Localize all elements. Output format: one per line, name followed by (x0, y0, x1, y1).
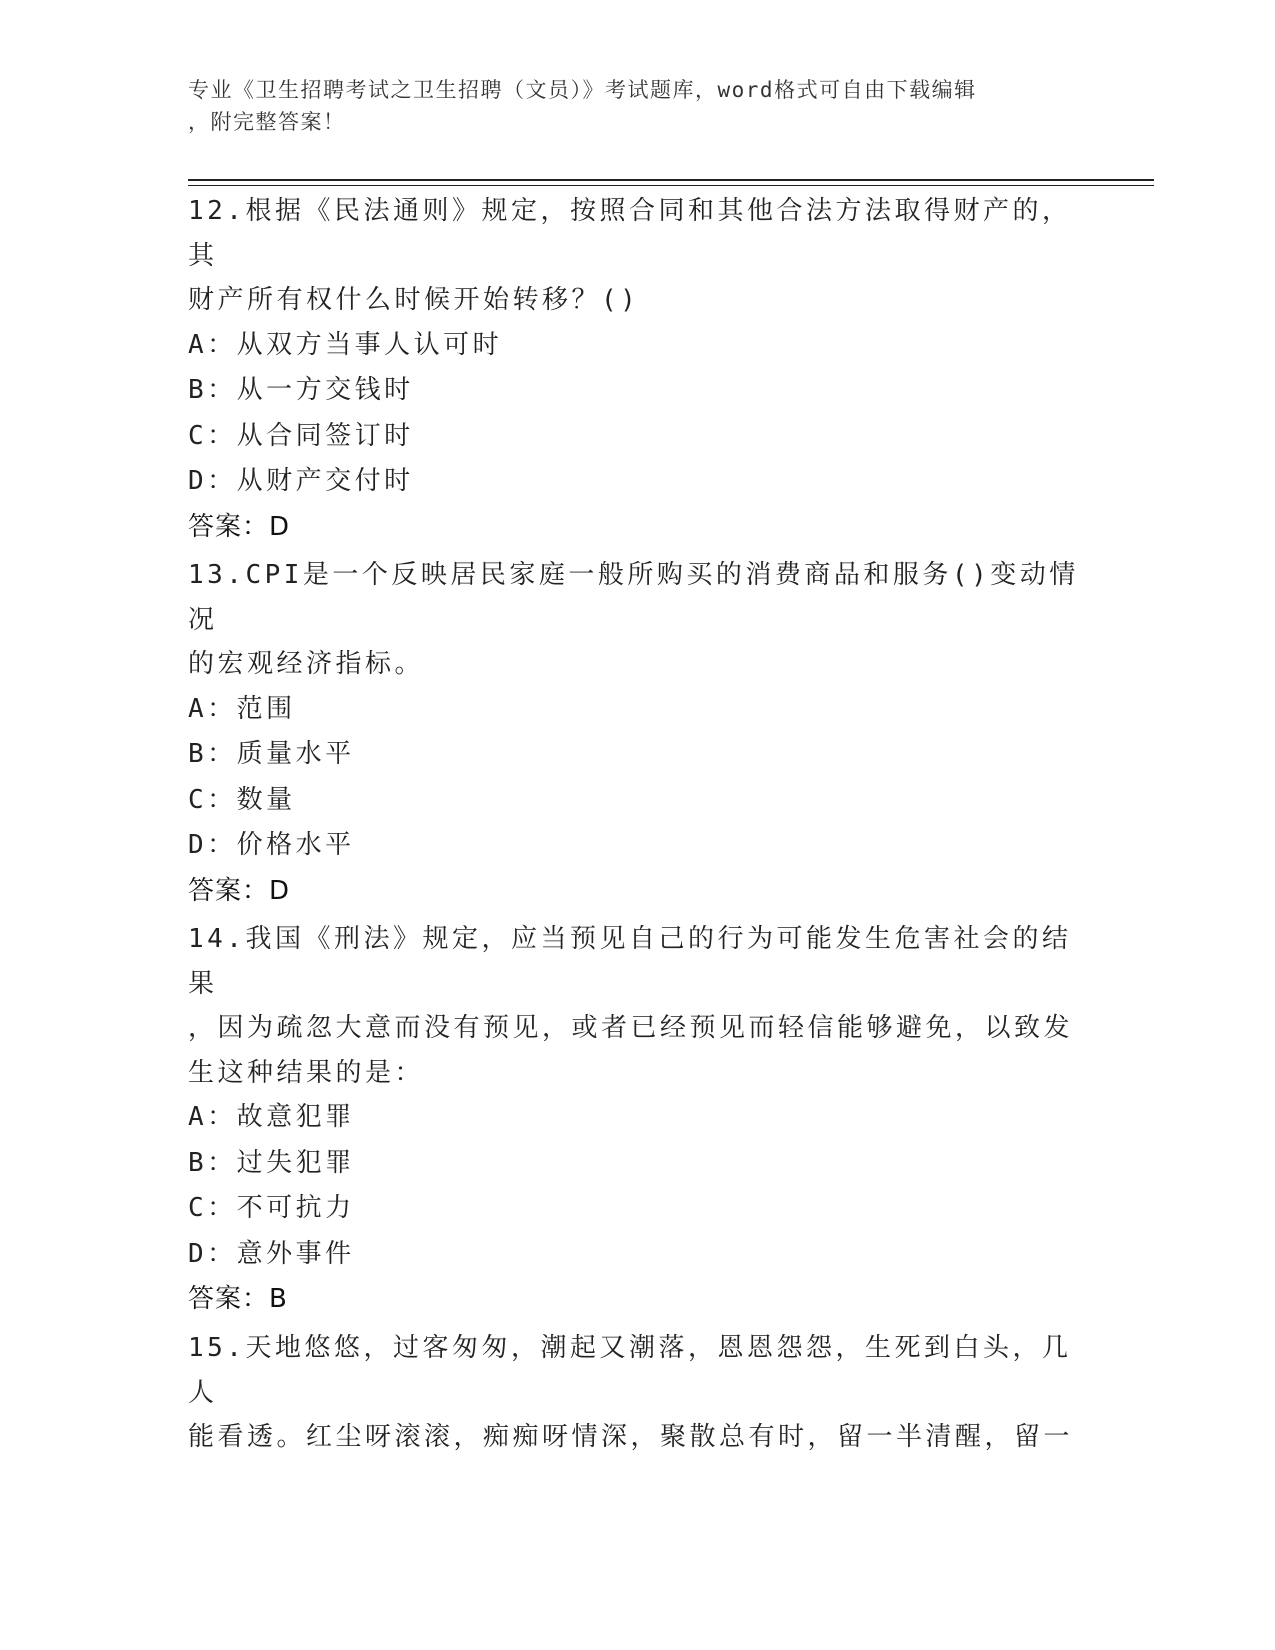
option-d: D：价格水平 (188, 830, 355, 860)
answer: 答案：D (188, 511, 291, 542)
option-c: C：数量 (188, 784, 296, 815)
question-14 (188, 917, 1088, 1322)
question-12 (188, 189, 1088, 550)
question-13 (188, 553, 1088, 914)
document-header (188, 74, 1088, 138)
header-line-1: 专业《卫生招聘考试之卫生招聘（文员）》考试题库，word格式可自由下载编辑 (188, 78, 977, 102)
header-line-2: ，附完整答案！ (188, 110, 346, 134)
question-stem-line: 的宏观经济指标。 (188, 649, 425, 679)
option-d: D：从财产交付时 (188, 466, 414, 496)
question-stem-line: 生这种结果的是： (188, 1057, 425, 1088)
option-b: B：从一方交钱时 (188, 375, 414, 405)
option-a: A：范围 (188, 693, 296, 724)
option-b: B：质量水平 (188, 739, 355, 769)
question-stem-line: 财产所有权什么时候开始转移？() (188, 285, 640, 315)
question-stem-line: 13.CPI是一个反映居民家庭一般所购买的消费商品和服务()变动情况 (188, 560, 1079, 635)
answer: 答案：D (188, 875, 291, 906)
header-divider-thick (188, 179, 1154, 181)
question-stem-line: 能看透。红尘呀滚滚，痴痴呀情深，聚散总有时，留一半清醒，留一 (188, 1422, 1074, 1452)
option-c: C：不可抗力 (188, 1193, 355, 1223)
answer: 答案：B (188, 1284, 288, 1314)
option-c: C：从合同签订时 (188, 420, 414, 451)
option-b: B：过失犯罪 (188, 1147, 355, 1178)
question-15 (188, 1326, 1088, 1460)
question-stem-line: ，因为疏忽大意而没有预见，或者已经预见而轻信能够避免，以致发 (188, 1013, 1074, 1043)
header-divider-thin (188, 185, 1154, 186)
question-stem-line: 15.天地悠悠，过客匆匆，潮起又潮落，恩恩怨怨，生死到白头，几人 (188, 1333, 1072, 1408)
option-a: A：故意犯罪 (188, 1102, 355, 1132)
option-a: A：从双方当事人认可时 (188, 329, 503, 360)
question-stem-line: 12.根据《民法通则》规定，按照合同和其他合法方法取得财产的，其 (188, 196, 1072, 271)
option-d: D：意外事件 (188, 1238, 355, 1269)
question-stem-line: 14.我国《刑法》规定，应当预见自己的行为可能发生危害社会的结果 (188, 924, 1072, 999)
